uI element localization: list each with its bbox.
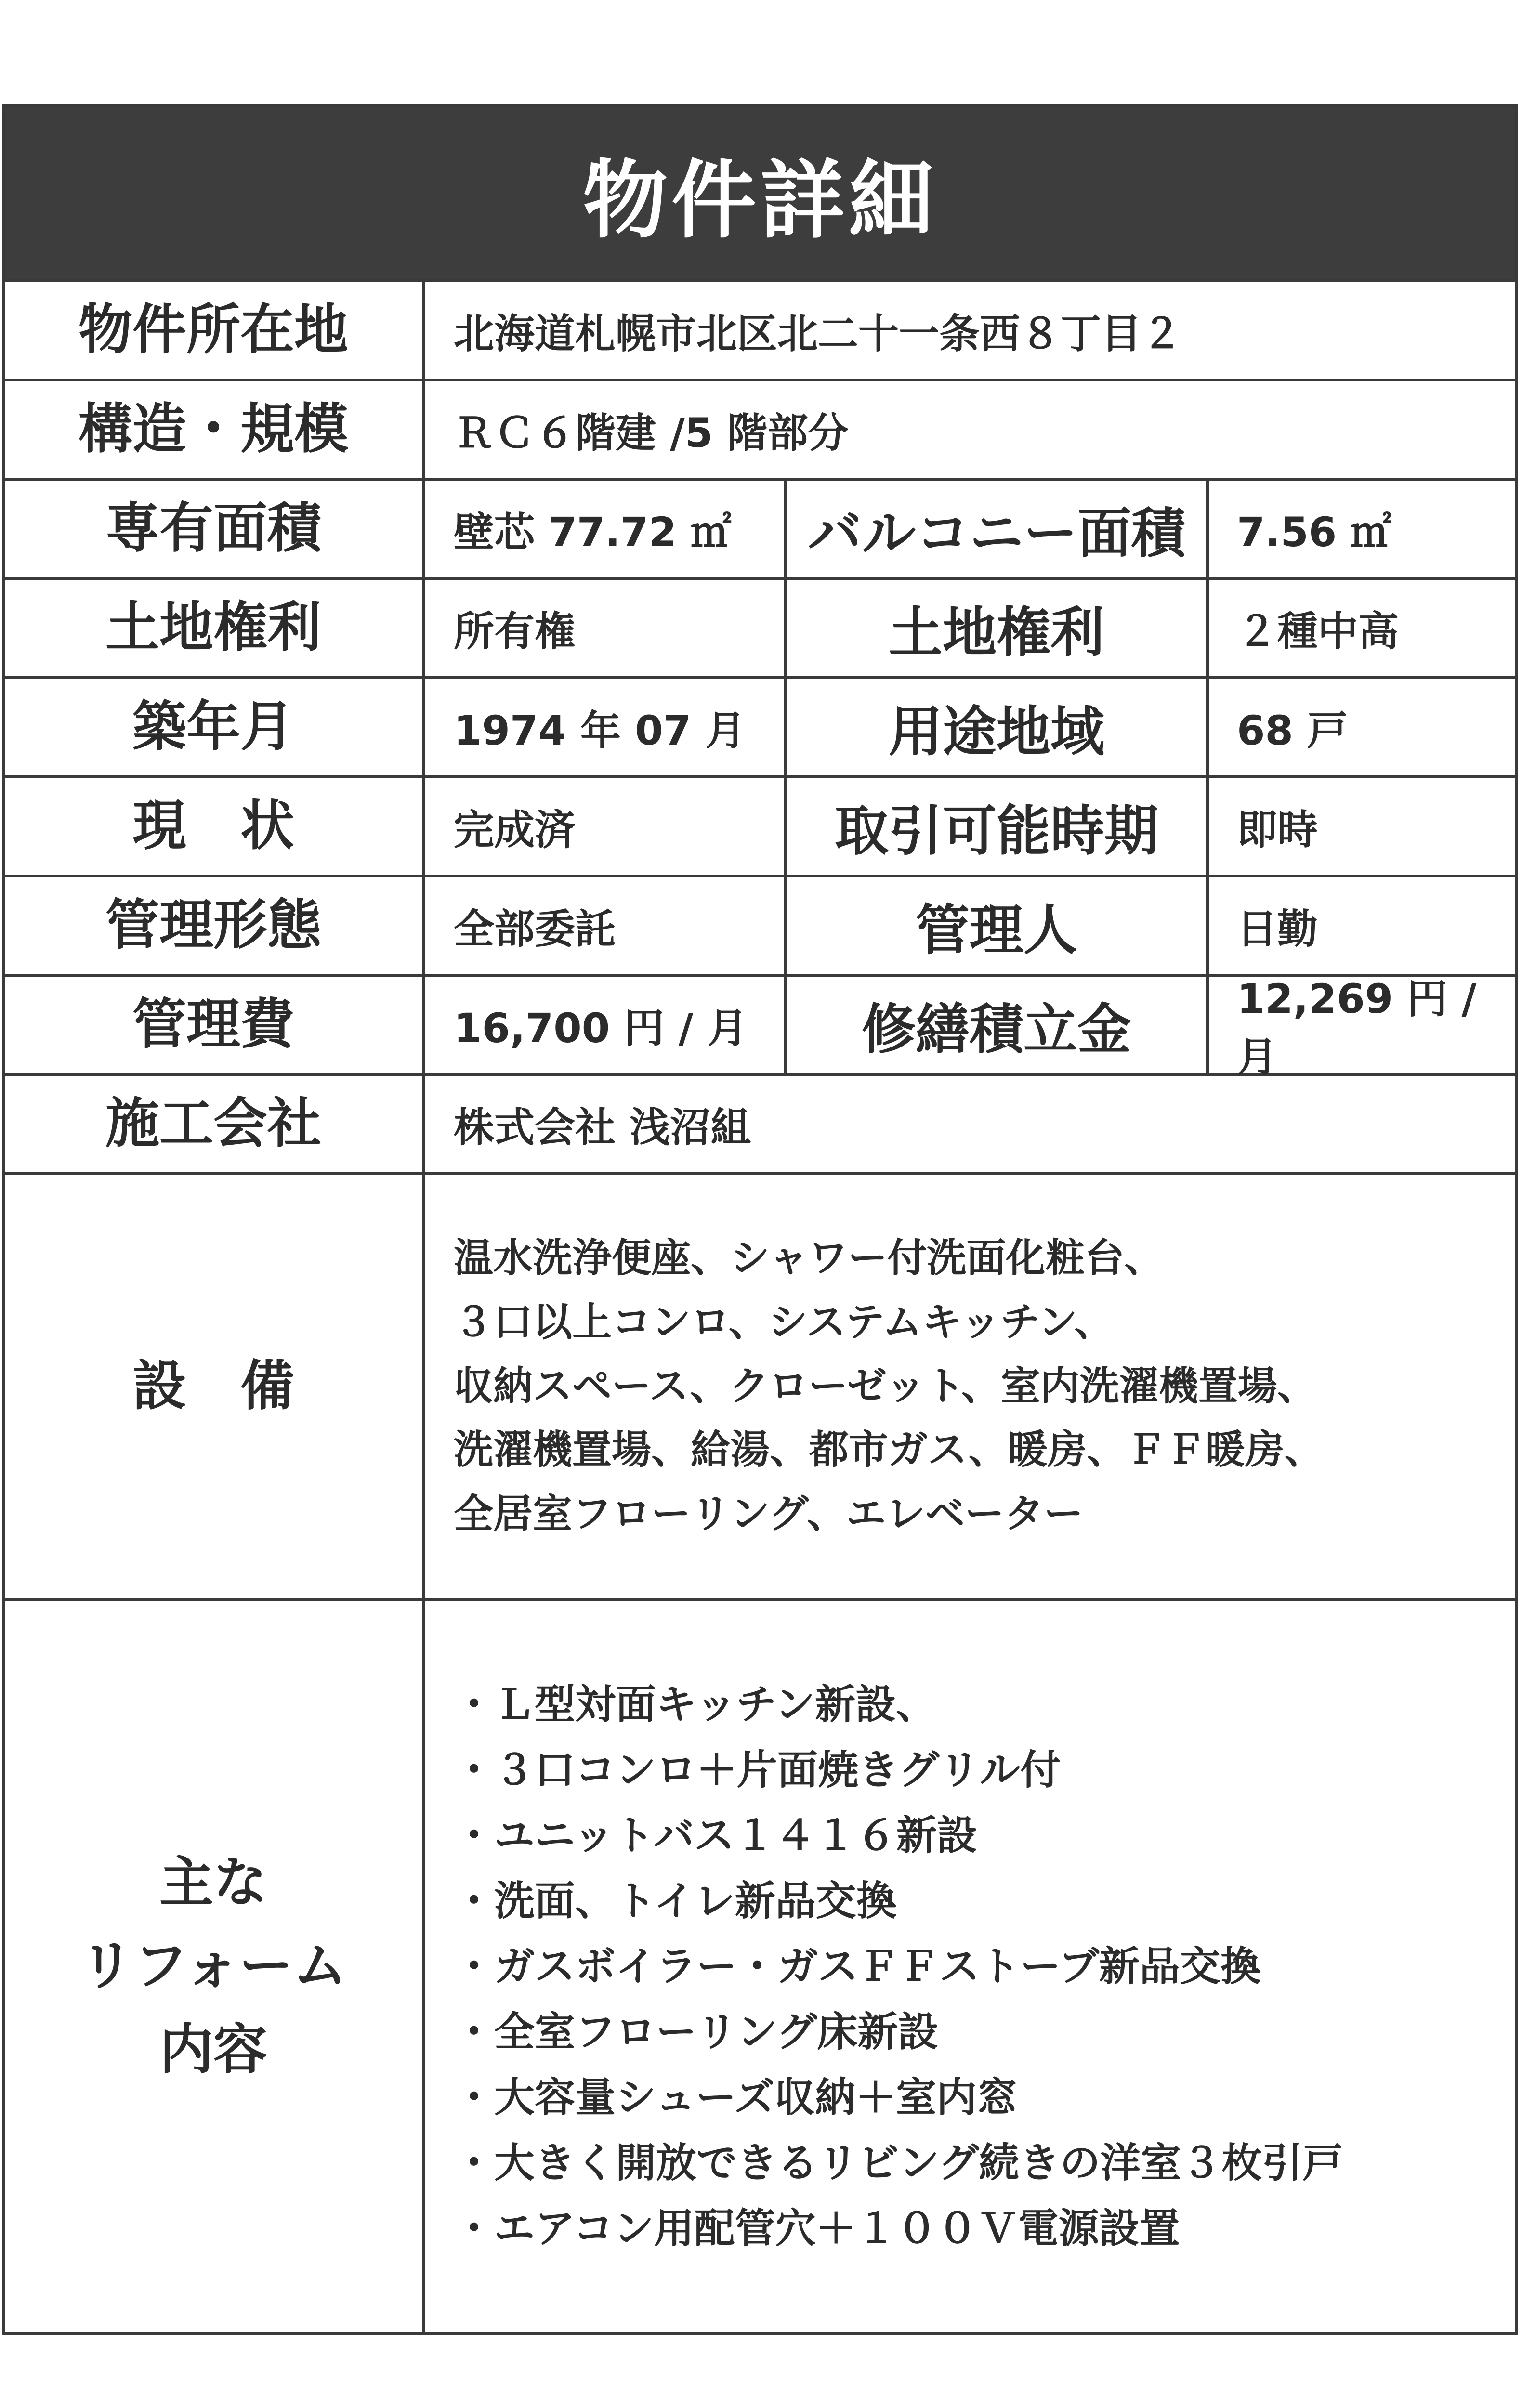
row-management <box>5 875 1515 974</box>
value-available-date: 即時 <box>1237 806 1318 853</box>
equipment-line: 洗濯機置場、給湯、都市ガス、暖房、ＦＦ暖房、 <box>454 1427 1324 1473</box>
equipment-line: ３口以上コンロ、システムキッチン、 <box>454 1299 1114 1345</box>
equipment-line: 温水洗浄便座、シャワー付洗面化粧台、 <box>454 1235 1164 1281</box>
reform-item: ・Ｌ型対面キッチン新設、 <box>454 1680 937 1728</box>
label-builder: 施工会社 <box>5 1076 425 1172</box>
value-status: 完成済 <box>425 778 787 875</box>
reform-item: ・洗面、トイレ新品交換 <box>454 1877 897 1924</box>
value-location: 北海道札幌市北区北二十一条西８丁目２ <box>454 310 1182 357</box>
equipment-line: 収納スペース、クローゼット、室内洗濯機置場、 <box>454 1363 1317 1409</box>
value-area: 壁芯 77.72 ㎡ <box>425 481 787 577</box>
row-fees <box>5 974 1515 1081</box>
row-structure <box>5 379 1515 478</box>
row-builder <box>5 1073 1515 1172</box>
label-reform <box>5 1601 425 2332</box>
property-detail-table <box>2 104 1518 2335</box>
row-area <box>5 478 1515 577</box>
equipment-line: 全居室フローリング、エレベーター <box>454 1491 1084 1537</box>
label-available-date: 取引可能時期 <box>787 778 1209 875</box>
value-unit-count: 68 戸 <box>1237 707 1348 754</box>
label-management-type: 管理形態 <box>5 877 425 974</box>
label-reform-line: 内容 <box>159 2018 267 2081</box>
reform-item: ・大容量シューズ収納＋室内窓 <box>454 2074 1018 2121</box>
label-land-rights-2: 土地権利 <box>787 580 1209 676</box>
value-structure: ＲＣ６階建 /5 階部分 <box>454 409 849 457</box>
label-equipment: 設 備 <box>5 1175 425 1598</box>
label-reform-line: 主な <box>159 1851 267 1914</box>
row-reform <box>5 1598 1515 2332</box>
reform-item: ・全室フローリング床新設 <box>454 2008 939 2056</box>
reform-item: ・大きく開放できるリビング続きの洋室３枚引戸 <box>454 2139 1343 2187</box>
row-built <box>5 676 1515 775</box>
reform-list <box>425 1601 1515 2332</box>
reform-item: ・３口コンロ＋片面焼きグリル付 <box>454 1746 1061 1793</box>
value-balcony-area: 7.56 ㎡ <box>1237 508 1391 556</box>
label-area: 専有面積 <box>5 481 425 577</box>
row-location <box>5 279 1515 379</box>
reform-item: ・エアコン用配管穴＋１００Ｖ電源設置 <box>454 2205 1180 2252</box>
label-built-date: 築年月 <box>5 679 425 775</box>
value-land-rights: 所有権 <box>425 580 787 676</box>
label-reform-line: リフォーム <box>79 1935 347 1998</box>
label-balcony-area: バルコニー面積 <box>787 481 1209 577</box>
label-repair-reserve: 修繕積立金 <box>787 977 1209 1073</box>
label-manager: 管理人 <box>787 877 1209 974</box>
value-management-type: 全部委託 <box>425 877 787 974</box>
label-management-fee: 管理費 <box>5 977 425 1073</box>
reform-item: ・ユニットバス１４１６新設 <box>454 1811 977 1859</box>
label-status: 現 状 <box>5 778 425 875</box>
row-status <box>5 775 1515 875</box>
value-repair-reserve: 12,269 円 / 月 <box>1237 975 1477 1081</box>
value-builder: 株式会社 浅沼組 <box>454 1103 751 1151</box>
label-land-rights: 土地権利 <box>5 580 425 676</box>
value-manager: 日勤 <box>1237 905 1318 953</box>
page-title: 物件詳細 <box>5 107 1515 279</box>
row-rights <box>5 577 1515 676</box>
equipment-list <box>425 1175 1515 1598</box>
value-built-date: 1974 年 07 月 <box>425 679 787 775</box>
label-use-district: 用途地域 <box>787 679 1209 775</box>
reform-item: ・ガスボイラー・ガスＦＦストーブ新品交換 <box>454 1942 1261 1990</box>
row-equipment <box>5 1172 1515 1598</box>
value-zoning: ２種中高 <box>1237 607 1399 655</box>
label-location: 物件所在地 <box>5 282 425 379</box>
value-management-fee: 16,700 円 / 月 <box>425 977 787 1073</box>
label-structure: 構造・規模 <box>5 381 425 478</box>
